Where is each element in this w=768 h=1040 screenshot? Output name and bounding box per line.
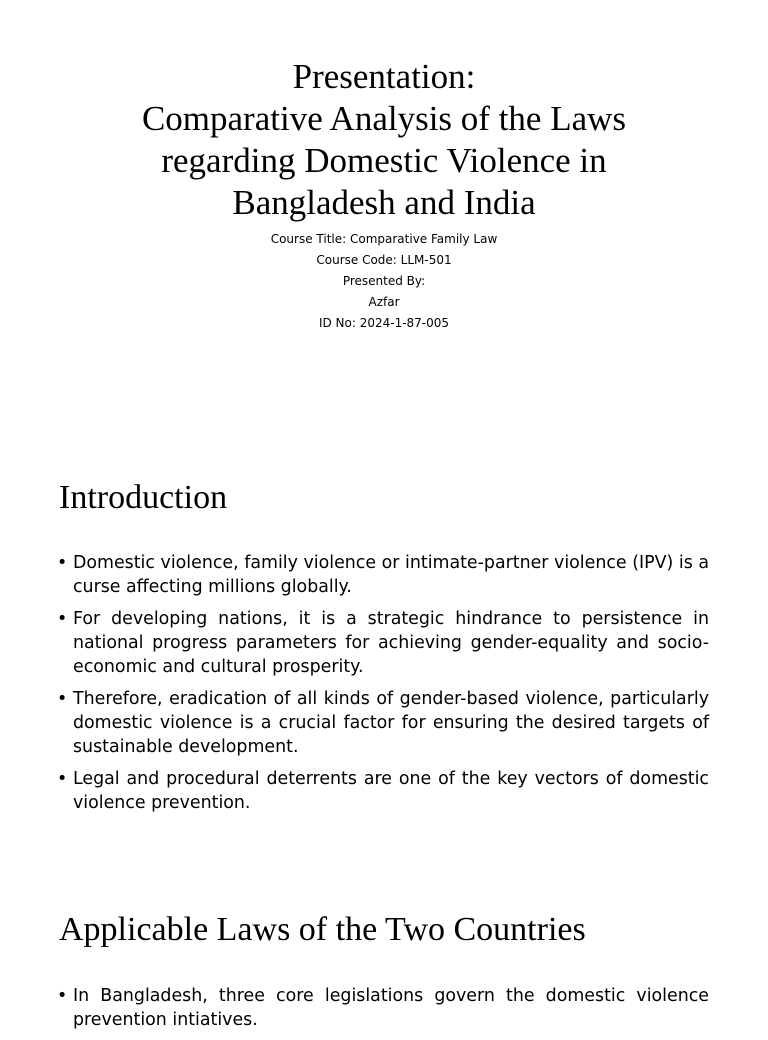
presentation-title: [60, 56, 708, 224]
title-slide: [0, 0, 768, 440]
id-number: ID No: 2024-1-87-005: [318, 316, 450, 330]
list-item: • For developing nations, it is a strategic hindrance to persistence in national progress parameters for achieving gender-equality and socio-economic and cultural prosperity.: [57, 607, 709, 679]
list-item: • Therefore, eradication of all kinds of gender-based violence, particularly domestic violence is a crucial factor for ensuring the desired targets of sustainable development.: [57, 687, 709, 759]
introduction-bullet-list: [57, 551, 709, 823]
course-details: [60, 229, 708, 334]
title-line: Comparative Analysis of the Laws: [141, 99, 627, 138]
title-line: Presentation:: [292, 57, 476, 96]
applicable-laws-bullet-list: [57, 984, 709, 1040]
presented-by-label: Presented By:: [342, 274, 426, 288]
list-item: • Legal and procedural deterrents are one of the key vectors of domestic violence prevention.: [57, 767, 709, 815]
title-line: regarding Domestic Violence in: [161, 141, 607, 180]
list-item: • In Bangladesh, three core legislations govern the domestic violence prevention intiatives.: [57, 984, 709, 1032]
introduction-heading: Introduction: [59, 479, 228, 516]
course-code: Course Code: LLM-501: [316, 253, 452, 267]
course-title: Course Title: Comparative Family Law: [270, 232, 498, 246]
presenter-name: Azfar: [368, 295, 400, 309]
title-line: Bangladesh and India: [232, 183, 536, 222]
applicable-laws-heading: Applicable Laws of the Two Countries: [59, 911, 586, 948]
list-item: • Domestic violence, family violence or intimate-partner violence (IPV) is a curse affecting millions globally.: [57, 551, 709, 599]
